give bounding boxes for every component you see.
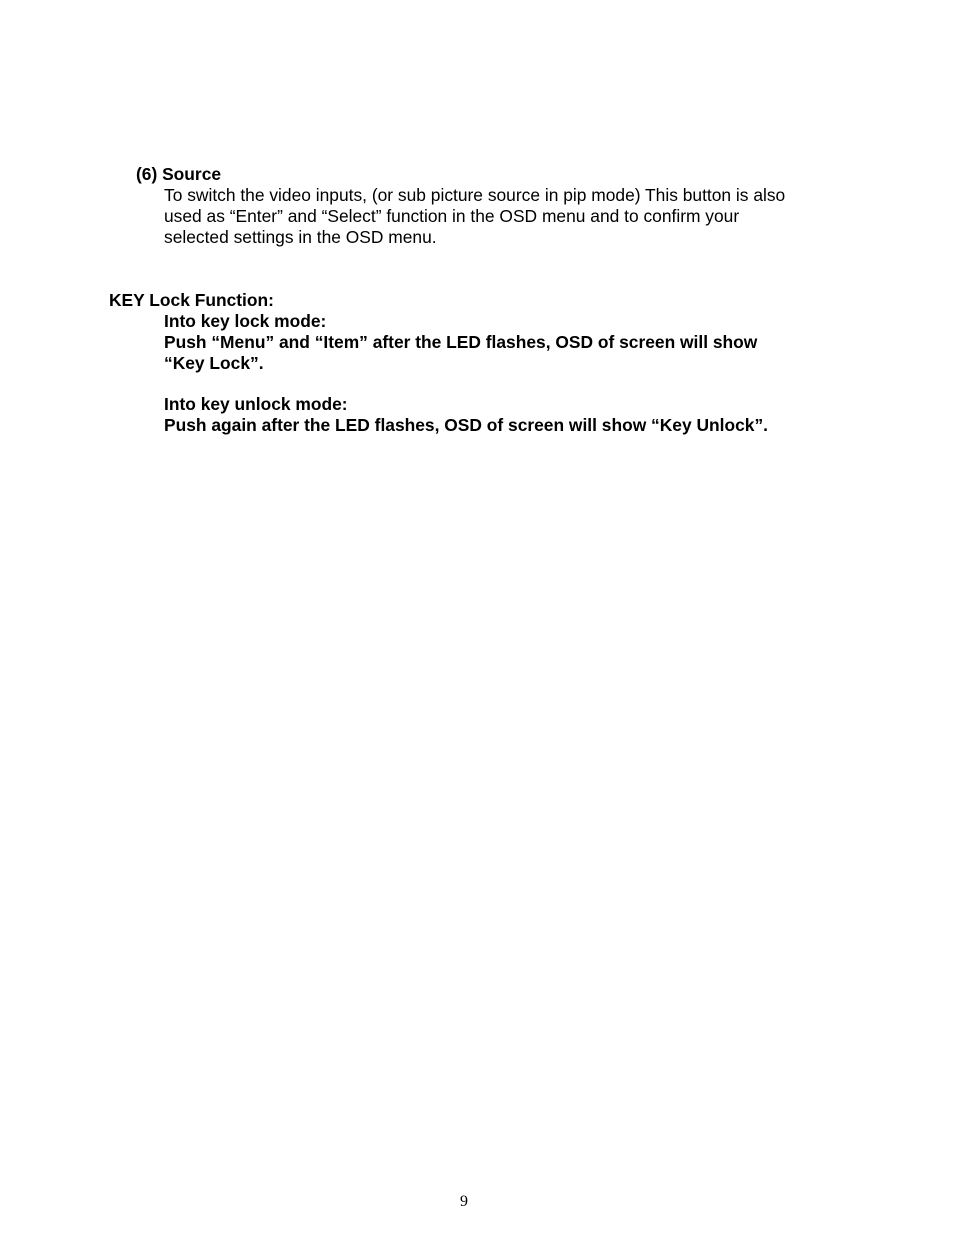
key-unlock-instruction-line-1: Push again after the LED flashes, OSD of screen will show “Key Unlock”. xyxy=(164,415,768,435)
key-lock-instruction-line-2: “Key Lock”. xyxy=(164,353,264,373)
key-lock-instruction-line-1: Push “Menu” and “Item” after the LED flashes, OSD of screen will show xyxy=(164,332,758,352)
source-body-line-2: used as “Enter” and “Select” function in the OSD menu and to confirm your xyxy=(164,206,740,226)
key-lock-mode-title: Into key lock mode: xyxy=(164,311,327,331)
key-lock-heading: KEY Lock Function: xyxy=(109,290,274,310)
key-unlock-mode-title: Into key unlock mode: xyxy=(164,394,348,414)
source-body-line-1: To switch the video inputs, (or sub picture source in pip mode) This button is also xyxy=(164,185,786,205)
source-body-line-3: selected settings in the OSD menu. xyxy=(164,227,437,247)
source-heading: (6) Source xyxy=(136,164,222,184)
page-number: 9 xyxy=(460,1193,468,1210)
